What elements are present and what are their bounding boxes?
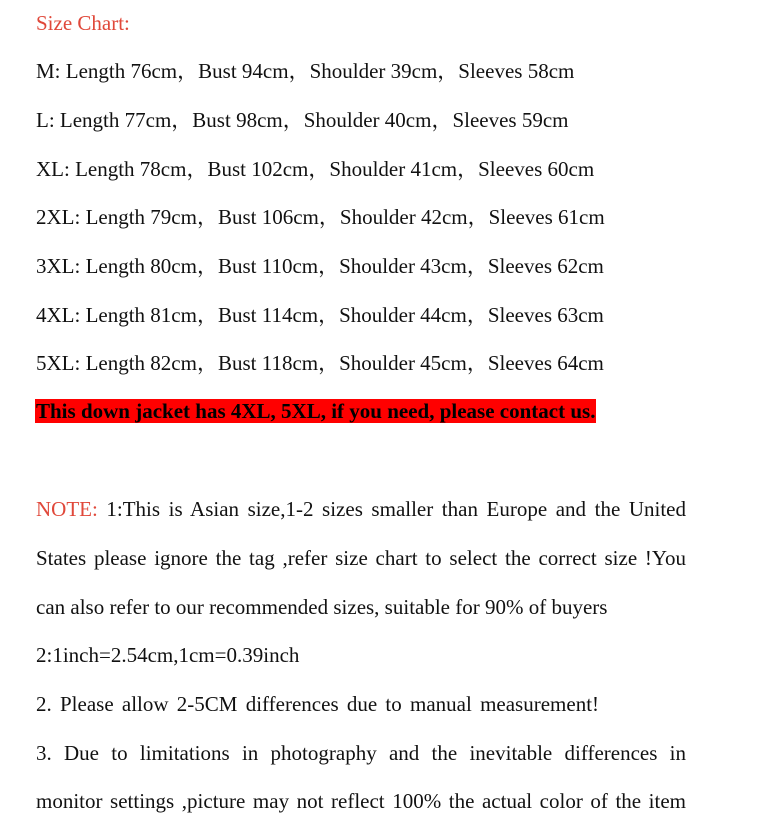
note-line-7: monitor settings ,picture may not reflect 100% the actual color of the item [36, 789, 686, 813]
size-row-2xl: 2XL: Length 79cm，Bust 106cm，Shoulder 42cm，Sleeves 61cm [36, 205, 605, 229]
note-line-2: States please ignore the tag ,refer size chart to select the correct size !You [36, 546, 686, 570]
size-row-4xl: 4XL: Length 81cm，Bust 114cm，Shoulder 44cm，Sleeves 63cm [36, 303, 604, 327]
size-row-m: M: Length 76cm，Bust 94cm，Shoulder 39cm，Sleeves 58cm [36, 59, 575, 83]
note-line-3: can also refer to our recommended sizes, suitable for 90% of buyers [36, 595, 608, 619]
note-line-1-text: 1:This is Asian size,1-2 sizes smaller than Europe and the United [97, 497, 686, 521]
contact-notice-text: This down jacket has 4XL, 5XL, if you need, please contact us. [36, 399, 596, 423]
note-line-1 [36, 496, 686, 522]
size-row-5xl: 5XL: Length 82cm，Bust 118cm，Shoulder 45cm，Sleeves 64cm [36, 351, 604, 375]
size-row-xl: XL: Length 78cm，Bust 102cm，Shoulder 41cm，Sleeves 60cm [36, 157, 595, 181]
size-row-3xl: 3XL: Length 80cm，Bust 110cm，Shoulder 43cm，Sleeves 62cm [36, 254, 604, 278]
note-line-4: 2:1inch=2.54cm,1cm=0.39inch [36, 643, 300, 667]
size-chart-title: Size Chart: [36, 11, 130, 35]
note-line-6: 3. Due to limitations in photography and the inevitable differences in [36, 741, 686, 765]
size-row-l: L: Length 77cm，Bust 98cm，Shoulder 40cm，Sleeves 59cm [36, 108, 569, 132]
note-line-5: 2. Please allow 2-5CM differences due to manual measurement! [36, 692, 600, 716]
note-label: NOTE: [36, 497, 98, 521]
contact-notice [35, 398, 596, 424]
